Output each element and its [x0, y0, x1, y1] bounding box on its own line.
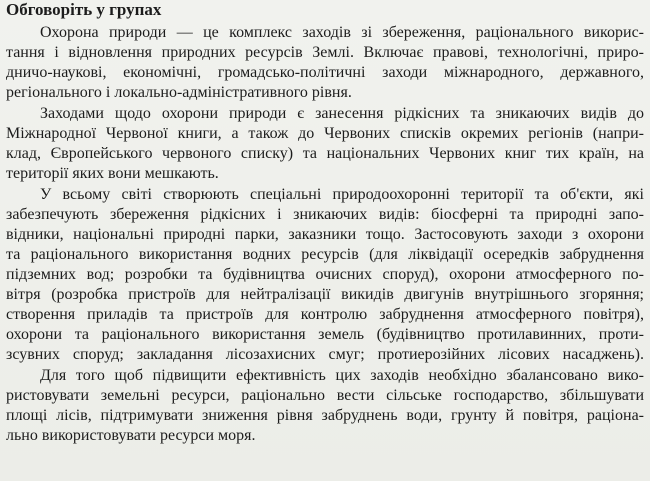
paragraph-3-line-5: підземних вод; розробки та будівництва очисних споруд), охорони атмосферного по- [6, 266, 644, 283]
paragraph-3-line-6: вітря (розробка пристроїв для нейтралізації викидів двигунів внутрішнього згоряння; [6, 286, 644, 303]
paragraph-3-line-1: У всьому світі створюють спеціальні природоохоронні території та об'єкти, які [40, 186, 644, 203]
paragraph-2-line-1: Заходами щодо охорони природи є занесення рідкісних та зникаючих видів до [40, 105, 644, 122]
section-heading: Обговоріть у групах [6, 0, 162, 19]
paragraph-3-line-7: створення приладів та пристроїв для контролю забруднення атмосферного повітря), [6, 306, 644, 323]
paragraph-3-line-4: та раціонального використання водних ресурсів (для ліквідації осередків забруднення [6, 246, 644, 263]
paragraph-4-line-3: площі лісів, підтримувати зниження рівня забруднень води, грунту й повітря, раціона- [6, 407, 644, 424]
paragraph-1-line-3: дничо-наукові, економічні, громадсько-політичні заходи міжнародного, державного, [6, 64, 644, 81]
paragraph-1-line-4: регіонального і локально-адміністративного рівня. [6, 84, 352, 101]
paragraph-1-line-2: тання і відновлення природних ресурсів Землі. Включає правові, технологічні, приро- [6, 44, 644, 61]
paragraph-4-line-1: Для того щоб підвищити ефективність цих заходів необхідно збалансовано вико- [40, 367, 644, 384]
paragraph-3-line-9: зсувних споруд; закладання лісозахисних смуг; протиерозійних лісових насаджень). [6, 346, 644, 363]
paragraph-4-line-2: ристовувати земельні ресурси, раціонально вести сільське господарство, збільшувати [6, 387, 644, 404]
paragraph-3-line-8: охорони та раціонального використання земель (будівництво протилавинних, проти- [6, 326, 644, 343]
paragraph-1-line-1: Охорона природи — це комплекс заходів зі збереження, раціонального викорис- [40, 24, 644, 41]
paragraph-2-line-2: Міжнародної Червоної книги, а також до Червоних списків окремих регіонів (напри- [6, 125, 644, 142]
paragraph-2-line-3: клад, Європейського червоного списку) та національних Червоних книг тих країн, на [6, 145, 644, 162]
paragraph-4-line-4: льно використовувати ресурси моря. [6, 427, 256, 444]
paragraph-3-line-3: відники, національні природні парки, заказники тощо. Застосовують заходи з охорони [6, 226, 644, 243]
paragraph-3-line-2: забезпечують збереження рідкісних і зникаючих видів: біосферні та природні запо- [6, 206, 644, 223]
paragraph-2-line-4: території яких вони мешкають. [6, 165, 219, 182]
